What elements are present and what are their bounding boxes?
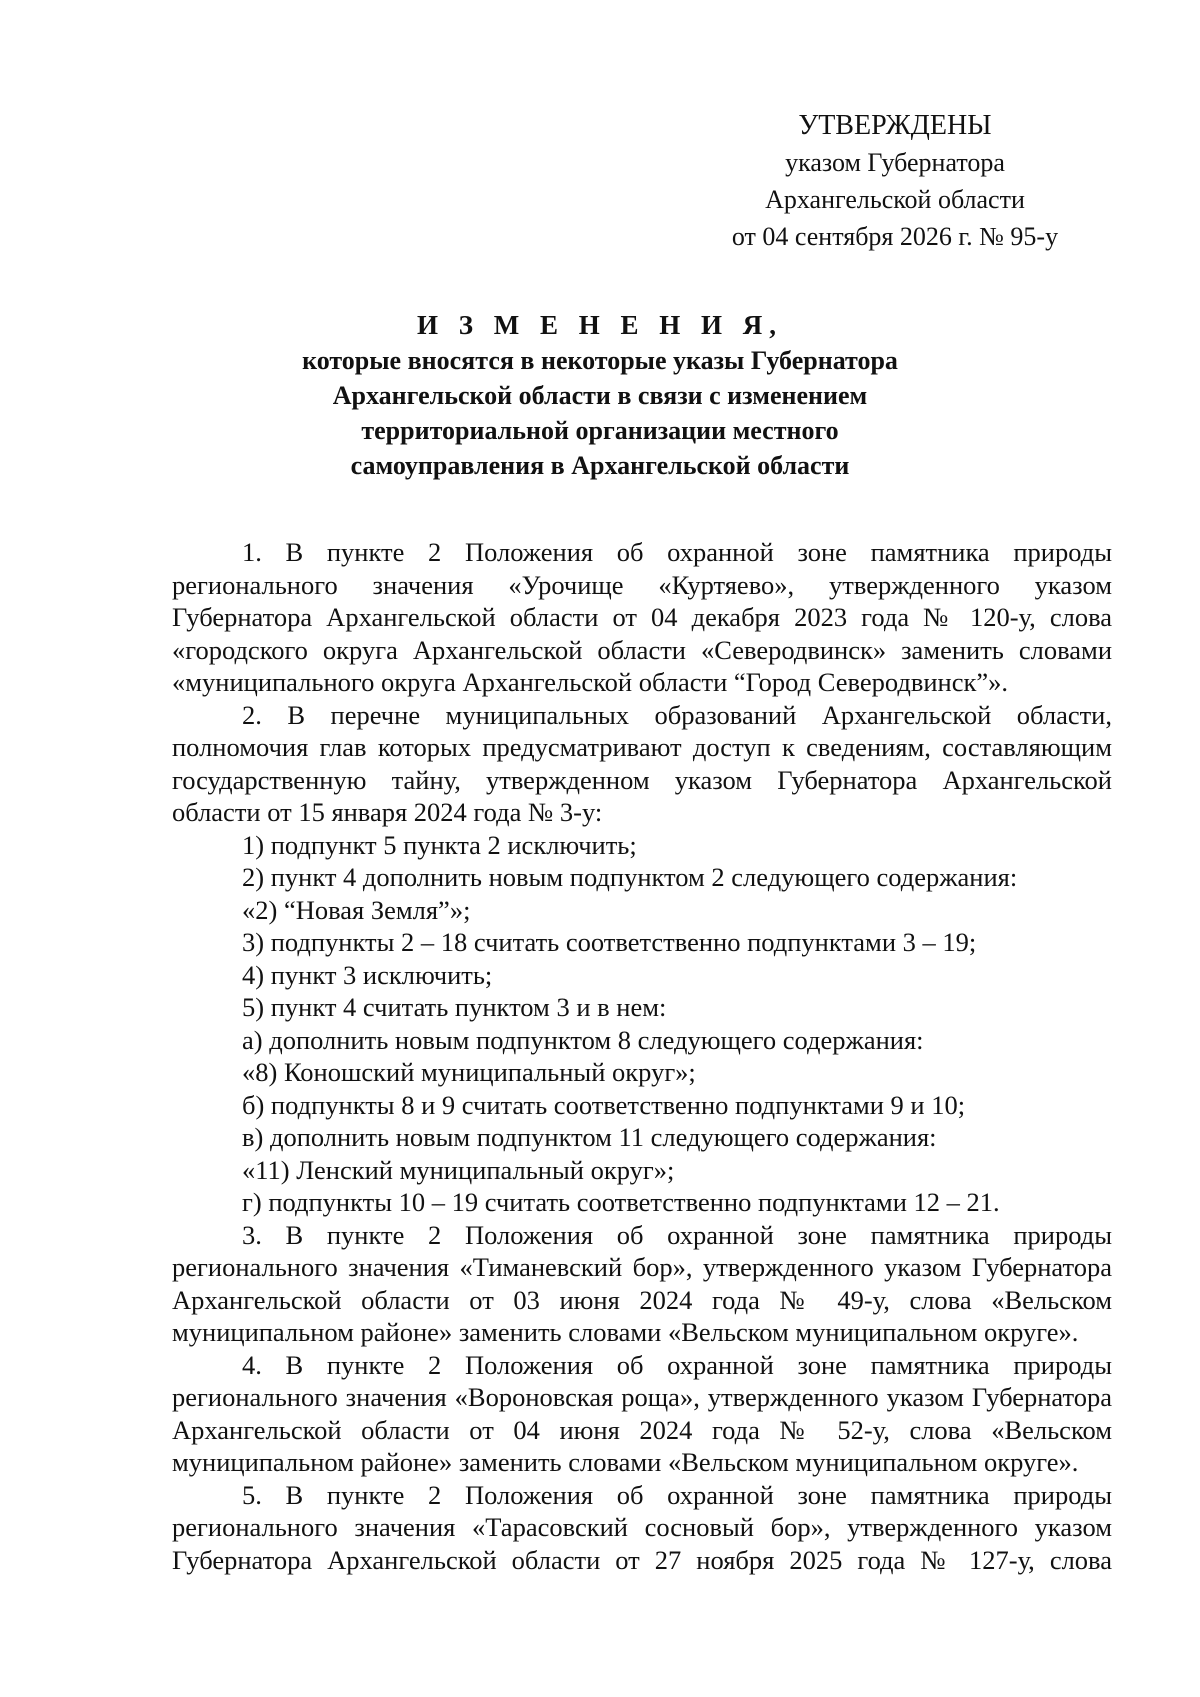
approval-stamp (720, 107, 1070, 255)
list-item: 2) пункт 4 дополнить новым подпунктом 2 следующего содержания: (242, 862, 1018, 892)
list-item: «2) “Новая Земля”»; (242, 894, 471, 925)
title-line-5: самоуправления в Архангельской области (350, 451, 850, 480)
paragraph-4: 4. В пункте 2 Положения об охранной зоне памятника природы регионального значения «Вороновская роща», утвержденного указом Губернатора Архангельской области от 04 июня 2024 года № 52-у, слова «Вельском муниципальном районе» заменить словами «Вельском муниципальном округе». (172, 1349, 1112, 1477)
document-body (172, 536, 1112, 1576)
list-item: «11) Ленский муниципальный округ»; (242, 1154, 675, 1185)
title-line-3: Архангельской области в связи с изменением (332, 381, 868, 410)
approval-heading: УТВЕРЖДЕНЫ (798, 110, 992, 141)
paragraph-1: 1. В пункте 2 Положения об охранной зоне памятника природы регионального значения «Урочище «Куртяево», утвержденного указом Губернатора Архангельской области от 04 декабря 2023 года № 120-у, слова «городского округа Архангельской области «Северодвинск» заменить словами «муниципального округа Архангельской области “Город Северодвинск”». (172, 537, 1112, 697)
paragraph-2: 2. В перечне муниципальных образований Архангельской области, полномочия глав которых предусматривают доступ к сведениям, составляющим государственную тайну, утвержденном указом Губернатора Архангельской области от 15 января 2024 года № 3-у: (172, 699, 1112, 827)
list-item: а) дополнить новым подпунктом 8 следующего содержания: (242, 1024, 924, 1055)
list-item: 1) подпункт 5 пункта 2 исключить; (242, 829, 637, 860)
approval-line-3: от 04 сентября 2026 г. № 95-у (731, 222, 1059, 251)
list-item: 4) пункт 3 исключить; (242, 959, 493, 990)
approval-line-2: Архангельской области (765, 185, 1025, 214)
list-item: в) дополнить новым подпунктом 11 следующего содержания: (242, 1122, 937, 1152)
paragraph-3: 3. В пункте 2 Положения об охранной зоне памятника природы регионального значения «Тиманевский бор», утвержденного указом Губернатора Архангельской области от 03 июня 2024 года № 49-у, слова «Вельском муниципальном районе» заменить словами «Вельском муниципальном округе». (172, 1219, 1112, 1347)
list-item: б) подпункты 8 и 9 считать соответственно подпунктами 9 и 10; (242, 1089, 966, 1120)
title-line-2: которые вносятся в некоторые указы Губернатора (302, 346, 898, 375)
list-item: 5) пункт 4 считать пунктом 3 и в нем: (242, 992, 667, 1022)
approval-line-1: указом Губернатора (785, 148, 1005, 177)
title-line-4: территориальной организации местного (361, 416, 839, 445)
title-line-1: И З М Е Н Е Н И Я, (416, 310, 783, 340)
list-item: 3) подпункты 2 – 18 считать соответственно подпунктами 3 – 19; (242, 927, 977, 957)
paragraph-5: 5. В пункте 2 Положения об охранной зоне памятника природы регионального значения «Тарасовский сосновый бор», утвержденного указом Губернатора Архангельской области от 27 ноября 2025 года № 127-у, слова (172, 1479, 1112, 1575)
list-item: «8) Коношский муниципальный округ»; (242, 1057, 696, 1087)
list-item: г) подпункты 10 – 19 считать соответственно подпунктами 12 – 21. (242, 1187, 1000, 1217)
document-title (250, 308, 950, 483)
